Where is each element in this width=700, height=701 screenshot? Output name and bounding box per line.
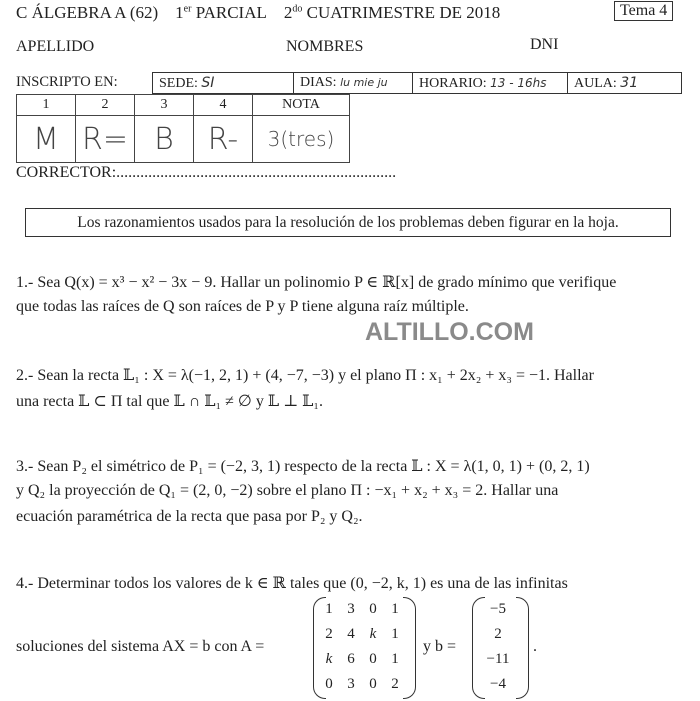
dias-field: DIAS: lu mie ju [294,73,413,93]
aula-field: AULA: 31 [574,75,639,91]
matrix-a-entry: 3 [347,601,355,617]
problem-3-line-2: y Q₂ la proyección de Q₁ = (2, 0, −2) sobre el plano Π : −x₁ + x₂ + x₃ = 2. Hallar una [16,482,559,499]
horario-field: HORARIO: 13 - 16hs [413,73,568,93]
problem-4-line-1: 4.- Determinar todos los valores de k ∈ ℝ tales que (0, −2, k, 1) es una de las infinitas [16,575,568,592]
grade-value: M [17,116,76,163]
matrix-a-entry: 0 [369,601,377,617]
grade-header: 4 [194,95,253,116]
cuatrimestre: $2^{do}$ CUATRIMESTRE DE 2018 [283,3,501,22]
apellido-label: APELLIDO [16,38,95,55]
matrix-a-entry: 1 [325,601,333,617]
vector-b-entry: 2 [494,626,502,642]
matrix-a-entry: 1 [391,626,399,642]
inscripto-label: INSCRIPTO EN: [16,74,118,90]
problem-1-line-1: 1.- Sea Q(x) = x³ − x² − 3x − 9. Hallar un polinomio P ∈ ℝ[x] de grado mínimo que verifique [16,274,617,291]
problem-1-line-2: que todas las raíces de Q son raíces de P y P tiene alguna raíz múltiple. [16,298,469,315]
matrix-a-right-paren [403,597,416,699]
grade-value: B [135,116,194,163]
vector-b-label: y b = [423,638,457,655]
matrix-a-entry: 0 [325,676,333,692]
vector-b-entry: −5 [490,601,506,617]
dni-label: DNI [530,36,559,53]
grade-value: R= [76,116,135,163]
nombres-label: NOMBRES [286,38,364,55]
watermark: ALTILLO.COM [365,318,534,346]
vector-b-entry: −4 [490,676,506,692]
matrix-a-entry: 3 [347,676,355,692]
matrix-a-entry: k [325,651,333,667]
problem-2-line-1: 2.- Sean la recta 𝕃₁ : X = λ(−1, 2, 1) + (4, −7, −3) y el plano Π : x₁ + 2x₂ + x₃ = −1. Hallar [16,367,594,384]
matrix-a-entry: 2 [391,676,399,692]
parcial: 1er PARCIAL [175,3,267,22]
problem-3-line-3: ecuación paramétrica de la recta que pasa por P₂ y Q₂. [16,508,363,525]
problem-4-line-2: soluciones del sistema AX = b con A = [16,638,265,655]
nota-value: 3(tres) [253,116,350,163]
inscripcion-box [152,72,682,94]
matrix-a-entry: 0 [369,676,377,692]
corrector-line: CORRECTOR:...................................................................... [16,164,397,181]
matrix-a-entry: 6 [347,651,355,667]
matrix-a [318,598,406,695]
matrix-a-entry: 1 [391,651,399,667]
period: . [533,638,537,655]
exam-title [16,3,500,23]
matrix-a-entry: k [369,626,377,642]
vector-b-right-paren [516,597,529,699]
vector-b [478,598,518,695]
grade-header: 2 [76,95,135,116]
tema-badge: Tema 4 [614,1,673,21]
grade-header: 1 [17,95,76,116]
matrix-a-entry: 4 [347,626,355,642]
matrix-a-entry: 1 [391,601,399,617]
vector-b-entry: −11 [486,651,510,667]
sede-field: SEDE: SI [153,73,294,93]
instructions-notice: Los razonamientos usados para la resolución de los problemas deben figurar en la hoja. [25,208,671,237]
grade-value: R- [194,116,253,163]
problem-3-line-1: 3.- Sean P₂ el simétrico de P₁ = (−2, 3, 1) respecto de la recta 𝕃 : X = λ(1, 0, 1) + (0, 2, 1) [16,458,590,475]
matrix-a-entry: 2 [325,626,333,642]
problem-2-line-2: una recta 𝕃 ⊂ Π tal que 𝕃 ∩ 𝕃₁ ≠ ∅ y 𝕃 ⊥ 𝕃₁. [16,393,323,410]
grade-header: NOTA [253,95,350,116]
grades-table [16,94,350,163]
course-title: C ÁLGEBRA A (62) [16,3,159,22]
grade-header: 3 [135,95,194,116]
matrix-a-entry: 0 [369,651,377,667]
